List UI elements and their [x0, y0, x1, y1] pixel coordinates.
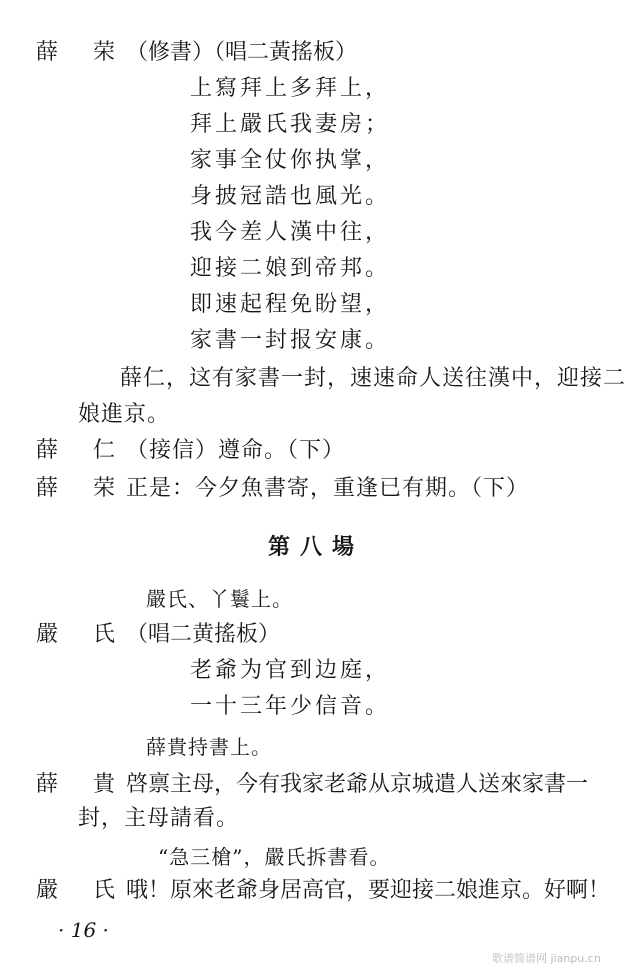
dialogue-line: 啓禀主母，今有我家老爺从京城遣人送來家書一 [126, 772, 589, 797]
dialogue-line: 薛仁，这有家書一封，速速命人送往漢中，迎接二 [120, 366, 627, 391]
stage-direction: “急三槍”，嚴氏拆書看。 [158, 845, 391, 869]
stage-direction: （唱二黄搖板） [126, 622, 281, 647]
speaker-label: 薛 荣 [36, 476, 129, 501]
dialogue-line: 哦！原來老爺身居高官，要迎接二娘進京。好啊！ [126, 878, 611, 903]
verse-line: 迎接二娘到帝邦。 [190, 256, 391, 281]
verse-line: 即速起程免盼望， [190, 292, 391, 317]
verse-line: 家書一封报安康。 [190, 328, 391, 353]
watermark: 歌谱简谱网 jianpu.cn [492, 952, 601, 965]
dialogue-line: 娘進京。 [78, 402, 171, 427]
verse-line: 我今差人漢中往， [190, 220, 391, 245]
dialogue-line: 封，主母請看。 [78, 806, 240, 831]
speaker-label: 嚴 氏 [36, 878, 129, 903]
verse-line: 身披冠誥也風光。 [190, 184, 391, 209]
speaker-label: 薛 貴 [36, 772, 129, 797]
speaker-label: 薛 荣 [36, 40, 129, 65]
verse-line: 一十三年少信音。 [190, 694, 391, 719]
scene-title: 第八場 [268, 534, 365, 560]
verse-line: 拜上嚴氏我妻房； [190, 112, 391, 137]
verse-line: 老爺为官到边庭， [190, 658, 391, 683]
speaker-label: 薛 仁 [36, 438, 129, 463]
stage-direction: 薛貴持書上。 [146, 735, 272, 759]
dialogue-line: （接信）遵命。（下） [126, 438, 346, 463]
page-number: · 16 · [58, 918, 109, 942]
stage-direction: 嚴氏、丫鬟上。 [146, 587, 293, 611]
dialogue-line: 正是：今夕魚書寄，重逢已有期。（下） [126, 476, 530, 501]
verse-line: 上寫拜上多拜上， [190, 76, 391, 101]
speaker-label: 嚴 氏 [36, 622, 129, 647]
stage-direction: （修書）（唱二黃搖板） [126, 40, 358, 65]
verse-line: 家事全仗你执掌， [190, 148, 391, 173]
